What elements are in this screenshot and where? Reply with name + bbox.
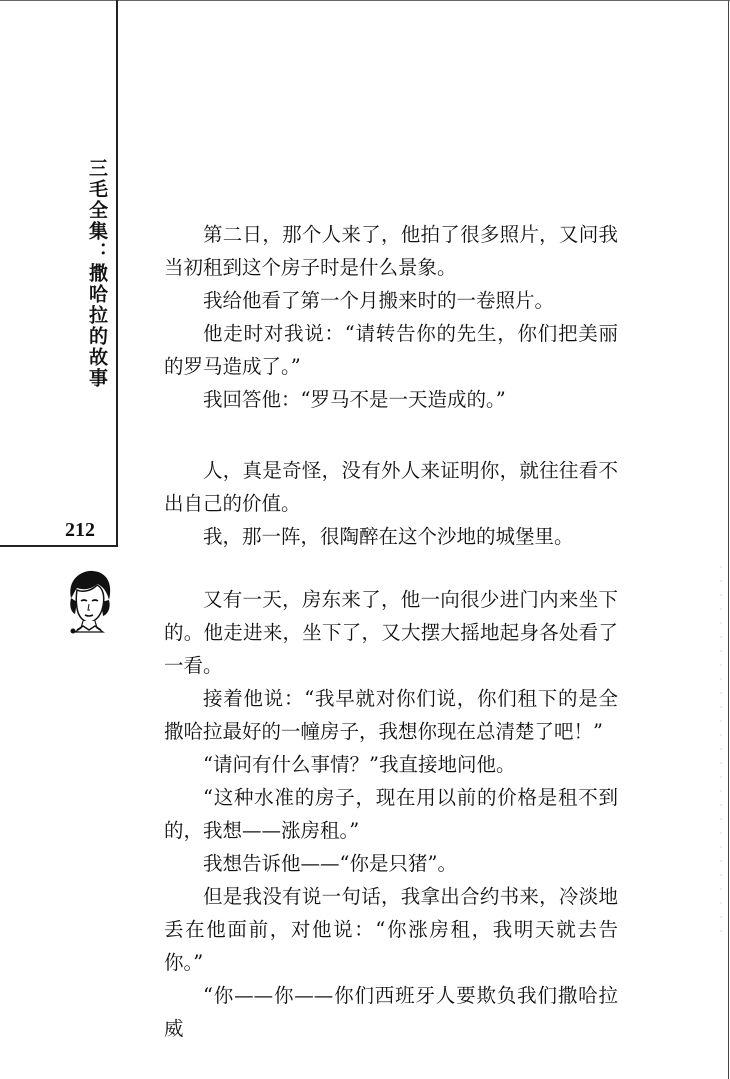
- paragraph: 第二日，那个人来了，他拍了很多照片，又问我当初租到这个房子时是什么景象。: [164, 223, 618, 279]
- paragraph: “请问有什么事情？”我直接地问他。: [203, 753, 516, 776]
- top-border: [0, 0, 730, 1]
- paragraph: 我回答他：“罗马不是一天造成的。”: [203, 388, 506, 411]
- page-number: 212: [65, 519, 95, 541]
- author-portrait-icon: [63, 568, 115, 636]
- paragraph: 我想告诉他——“你是只猪”。: [203, 852, 457, 875]
- paragraph: 我给他看了第一个月搬来时的一卷照片。: [203, 289, 555, 312]
- section-3: [164, 583, 618, 1045]
- paragraph: 接着他说：“我早就对你们说，你们租下的是全撒哈拉最好的一幢房子，我想你现在总清楚了吧！”: [164, 687, 618, 743]
- paragraph: 我，那一阵，很陶醉在这个沙地的城堡里。: [203, 525, 574, 548]
- paragraph: 他走时对我说：“请转告你的先生，你们把美丽的罗马造成了。”: [164, 322, 618, 378]
- paragraph: “你——你——你们西班牙人要欺负我们撒哈拉威: [164, 984, 618, 1040]
- running-title: 三毛全集：撒哈拉的故事: [86, 158, 108, 389]
- paragraph: “这种水准的房子，现在用以前的价格是租不到的，我想——涨房租。”: [164, 786, 618, 842]
- sidebar-divider: [116, 0, 118, 547]
- paragraph: 但是我没有说一句话，我拿出合约书来，冷淡地丢在他面前，对他说：“你涨房租，我明天就去告你。”: [164, 885, 618, 974]
- paragraph: 又有一天，房东来了，他一向很少进门内来坐下的。他走进来，坐下了，又大摆大摇地起身各处看了一看。: [164, 588, 618, 677]
- paragraph: 人，真是奇怪，没有外人来证明你，就往往看不出自己的价值。: [164, 459, 618, 515]
- scan-noise: [720, 560, 722, 940]
- sidebar-bottom-divider: [0, 545, 118, 547]
- section-2: [164, 454, 618, 553]
- section-1: [164, 218, 618, 416]
